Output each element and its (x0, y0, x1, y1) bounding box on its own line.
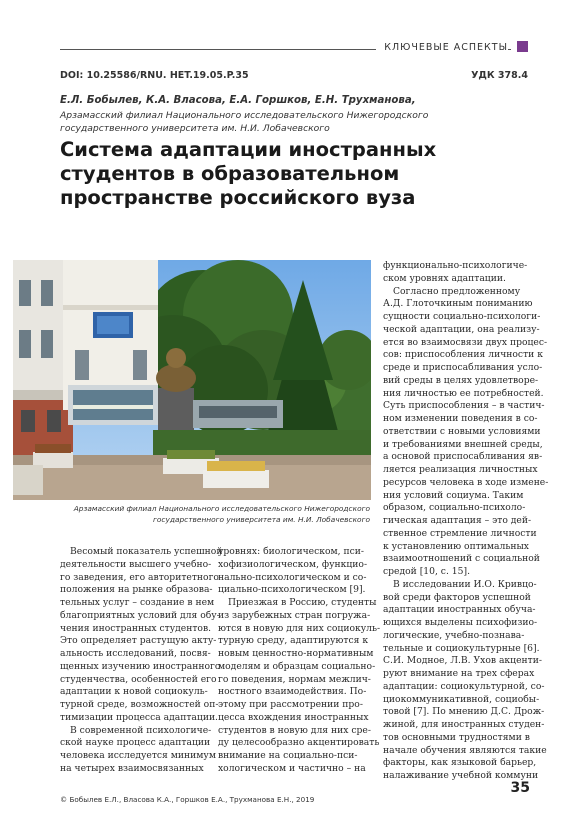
text-line: вий среды в целях удовлетворе- (383, 374, 539, 386)
affiliation-line: Арзамасский филиал Национального исследовательского Нижегородского (60, 110, 429, 121)
text-line: человека исследуется минимум (60, 750, 216, 761)
text-line: функционально-психологиче- (383, 260, 528, 271)
text-line: вой среди факторов успешной (383, 591, 531, 603)
text-line: ются в новую для них социокуль- (218, 622, 381, 634)
text-line: ду целесообразно акцентировать (218, 737, 380, 749)
text-line: сущности социально-психологи- (383, 311, 541, 322)
text-line: ния личностью ее потребностей. (383, 387, 544, 399)
author-affiliation (60, 110, 500, 135)
text-line: нально-психологическом и со- (218, 571, 367, 583)
text-line: положения на рынке образова- (60, 584, 213, 596)
text-line: турной среде, возможностей оп- (60, 699, 219, 710)
text-line: моделям и образцам социально- (218, 660, 376, 672)
building-photo-image (13, 260, 371, 500)
udk-label: УДК 378.4 (471, 70, 528, 81)
text-line: из зарубежных стран погружа- (218, 609, 371, 621)
text-line: ческой адаптации, она реализу- (383, 323, 540, 335)
page-number: 35 (510, 780, 530, 796)
text-line: гическая адаптация – это дей- (383, 515, 532, 526)
text-line: Весомый показатель успешной (70, 546, 223, 557)
text-line: тимизации процесса адаптации. (60, 711, 218, 723)
text-line: ющихся выделены психофизио- (383, 617, 538, 628)
text-line: ственное стремление личности (383, 527, 537, 539)
text-line: взаимоотношений с социальной (383, 553, 540, 565)
text-line: Согласно предложенному (393, 285, 521, 297)
text-line: чения иностранных студентов. (60, 622, 212, 634)
text-line: В современной психологиче- (70, 724, 212, 736)
text-line: к установлению оптимальных (383, 540, 529, 552)
title-line: пространстве российского вуза (60, 186, 416, 209)
text-line: адаптации к новой социокуль- (60, 686, 208, 698)
doi-label: DOI: 10.25586/RNU. HET.19.05.P.35 (60, 70, 249, 81)
text-line: С.И. Модное, Л.В. Ухов акценти- (383, 655, 542, 667)
text-line: средой [10, с. 15]. (383, 566, 470, 577)
text-line: циально-психологическом [9]. (218, 584, 366, 596)
caption-line: Арзамасский филиал Национального исследовательского Нижегородского (73, 504, 370, 513)
text-line: товой [7]. По мнению Д.С. Дрож- (383, 706, 545, 718)
text-line: ляется реализация личностных (383, 464, 538, 475)
text-line: новым ценностно-нормативным (218, 648, 374, 659)
text-line: турную среду, адаптируются к (218, 635, 369, 647)
text-line: ном изменении поведения в со- (383, 413, 538, 424)
text-line: ответствии с новыми условиями (383, 425, 541, 437)
text-line: и требованиями внешней среды, (383, 438, 543, 450)
text-column-1 (60, 546, 223, 776)
text-line: тельные и социокультурные [6]. (383, 642, 540, 654)
affiliation-line: государственного университета им. Н.И. Лобачевского (60, 122, 330, 134)
text-line: альность исследований, посвя- (60, 648, 211, 659)
section-label: КЛЮЧЕВЫЕ АСПЕКТЫ (376, 42, 508, 53)
text-line: факторы, как языковой барьер, (383, 757, 537, 769)
text-line: руют внимание на трех сферах (383, 668, 535, 679)
text-line: ском уровнях адаптации. (383, 272, 506, 284)
text-line: хологическом и частично – на (218, 762, 366, 774)
text-line: студенчества, особенностей его (60, 673, 217, 685)
text-line: В исследовании И.О. Кривцо- (393, 578, 537, 590)
text-line: цесса вхождения иностранных (218, 711, 369, 723)
text-line: внимание на социально-пси- (218, 750, 358, 761)
text-line: этому при рассмотрении про- (218, 699, 363, 710)
title-line: Система адаптации иностранных (60, 138, 437, 161)
section-color-marker (517, 41, 528, 52)
text-line: го заведения, его авторитетного (60, 571, 219, 583)
text-line: сов: приспособления личности к (383, 349, 543, 361)
title-line: студентов в образовательном (60, 162, 400, 185)
text-line: деятельности высшего учебно- (60, 558, 212, 570)
text-line: тельных услуг – создание в нем (60, 597, 215, 608)
text-line: образом, социально-психоло- (383, 502, 526, 514)
text-line: на четырех взаимосвязанных (60, 762, 204, 774)
text-line: ресурсов человека в ходе измене- (383, 476, 549, 488)
text-line: начале обучения являются такие (383, 744, 547, 756)
text-line: Суть приспособления – в частич- (383, 400, 545, 412)
text-line: логические, учебно-познава- (383, 629, 525, 641)
text-line: студентов в новую для них сре- (218, 724, 371, 736)
text-line: ется во взаимосвязи двух процес- (383, 336, 548, 348)
text-column-2 (218, 546, 381, 776)
text-line: Приезжая в Россию, студенты (228, 597, 377, 608)
text-line: го поведения, нормам межлич- (218, 673, 371, 685)
text-line: среде и приспосабливания усло- (383, 362, 543, 373)
building-photo (13, 260, 371, 500)
text-column-3 (383, 260, 549, 783)
text-line: А.Д. Глоточкиным пониманию (383, 298, 533, 310)
text-line: адаптации иностранных обуча- (383, 604, 536, 616)
text-line: жиной, для иностранных студен- (383, 719, 545, 730)
article-title (60, 138, 480, 210)
text-line: хофизиологическом, функцио- (218, 558, 368, 570)
text-line: ностного взаимодействия. По- (218, 686, 367, 698)
text-line: благоприятных условий для обу- (60, 609, 220, 621)
text-line: адаптации: социокультурной, со- (383, 680, 545, 692)
figure-caption (60, 504, 370, 525)
caption-line: государственного университета им. Н.И. Лобачевского (153, 514, 370, 524)
text-line: ской науке процесс адаптации (60, 737, 211, 749)
text-line: щенных изучению иностранного (60, 660, 221, 672)
text-line: а основой приспосабливания яв- (383, 451, 543, 463)
text-line: налаживание учебной коммуни (383, 770, 539, 781)
author-list: Е.Л. Бобылев, К.А. Власова, Е.А. Горшков, Е.Н. Трухманова, (60, 95, 416, 106)
text-line: Это определяет растущую акту- (60, 635, 217, 647)
text-line: циокоммуникативной, социобы- (383, 693, 540, 705)
text-line: уровнях: биологическом, пси- (218, 546, 365, 557)
text-line: ния условий социума. Таким (383, 489, 524, 501)
text-line: тов основными трудностями в (383, 731, 530, 743)
copyright-notice: © Бобылев Е.Л., Власова К.А., Горшков Е.А., Трухманова Е.Н., 2019 (60, 795, 315, 804)
